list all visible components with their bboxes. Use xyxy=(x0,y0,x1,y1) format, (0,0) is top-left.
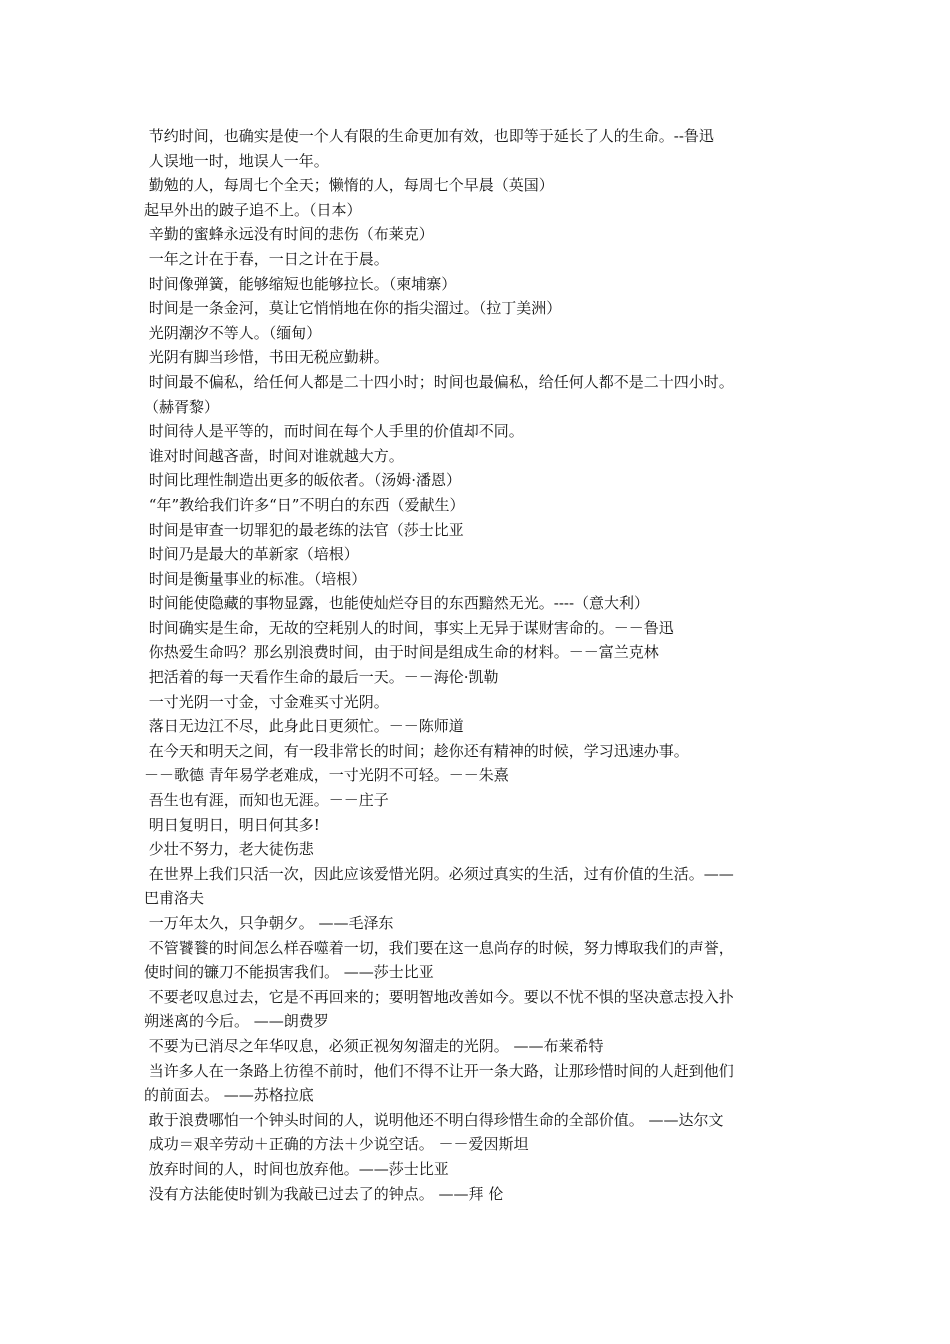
text-line: 明日复明日，明日何其多! xyxy=(144,815,320,834)
text-line: 时间是衡量事业的标准。（培根） xyxy=(144,569,367,588)
text-line: 一年之计在于春，一日之计在于晨。 xyxy=(144,249,389,268)
text-line: 光阴有脚当珍惜，书田无税应勤耕。 xyxy=(144,348,389,367)
text-line: 时间待人是平等的，而时间在每个人手里的价值却不同。 xyxy=(144,422,524,441)
text-line: 少壮不努力，老大徒伤悲 xyxy=(144,840,314,859)
text-line: 时间乃是最大的革新家（培根） xyxy=(144,545,359,564)
text-line: 使时间的镰刀不能损害我们。 ——莎士比亚 xyxy=(144,963,434,982)
text-line: （赫胥黎） xyxy=(144,397,220,416)
text-line: 不要为已消尽之年华叹息，必须正视匆匆溜走的光阴。 ——布莱希特 xyxy=(144,1036,604,1055)
text-line: 在今天和明天之间，有一段非常长的时间；趁你还有精神的时候，学习迅速办事。 xyxy=(144,741,689,760)
text-line: 在世界上我们只活一次，因此应该爱惜光阴。必须过真实的生活，过有价值的生活。—— xyxy=(144,864,734,883)
text-line: 的前面去。 ——苏格拉底 xyxy=(144,1086,314,1105)
text-line: 巴甫洛夫 xyxy=(144,889,205,908)
text-line: 谁对时间越吝啬，时间对谁就越大方。 xyxy=(144,446,404,465)
text-line: 人误地一时，地误人一年。 xyxy=(144,151,329,170)
text-line: 光阴潮汐不等人。（缅甸） xyxy=(144,323,322,342)
text-line: 时间是一条金河，莫让它悄悄地在你的指尖溜过。（拉丁美洲） xyxy=(144,299,562,318)
quote-list xyxy=(144,124,810,1206)
text-line: 成功＝艰辛劳动＋正确的方法＋少说空话。 －－爱因斯坦 xyxy=(144,1135,529,1154)
text-line: 勤勉的人，每周七个全天；懒惰的人，每周七个早晨（英国） xyxy=(144,176,554,195)
text-line: 辛勤的蜜蜂永远没有时间的悲伤（布莱克） xyxy=(144,225,434,244)
text-line: 你热爱生命吗？那幺别浪费时间，由于时间是组成生命的材料。－－富兰克林 xyxy=(144,643,659,662)
text-line: “年”教给我们许多“日”不明白的东西（爱献生） xyxy=(144,495,465,514)
text-line: 时间确实是生命，无故的空耗别人的时间，事实上无异于谋财害命的。－－鲁迅 xyxy=(144,618,674,637)
text-line: 起早外出的跛子追不上。（日本） xyxy=(144,200,362,219)
text-line: 时间能使隐藏的事物显露，也能使灿烂夺目的东西黯然无光。----（意大利） xyxy=(144,594,650,613)
text-line: 敢于浪费哪怕一个钟头时间的人，说明他还不明白得珍惜生命的全部价值。 ——达尔文 xyxy=(144,1110,724,1129)
text-line: 落日无边江不尽，此身此日更须忙。－－陈师道 xyxy=(144,717,464,736)
text-line: 不要老叹息过去，它是不再回来的；要明智地改善如今。要以不忧不惧的坚决意志投入扑 xyxy=(144,987,734,1006)
text-line: 当许多人在一条路上彷徨不前时，他们不得不让开一条大路，让那珍惜时间的人赶到他们 xyxy=(144,1061,734,1080)
text-line: 吾生也有涯，而知也无涯。－－庄子 xyxy=(144,791,389,810)
text-line: 节约时间，也确实是使一个人有限的生命更加有效，也即等于延长了人的生命。--鲁迅 xyxy=(144,127,714,145)
text-line: 时间像弹簧，能够缩短也能够拉长。（柬埔寨） xyxy=(144,274,457,293)
text-line: 放弃时间的人，时间也放弃他。——莎士比亚 xyxy=(144,1159,449,1178)
text-line: 把活着的每一天看作生命的最后一天。－－海伦·凯勒 xyxy=(144,668,499,687)
text-line: 一万年太久，只争朝夕。 ——毛泽东 xyxy=(144,914,394,932)
text-line: 时间比理性制造出更多的皈依者。（汤姆·潘恩） xyxy=(144,471,462,490)
text-line: 一寸光阴一寸金，寸金难买寸光阴。 xyxy=(144,692,389,711)
text-line: 时间最不偏私，给任何人都是二十四小时；时间也最偏私，给任何人都不是二十四小时。 xyxy=(144,372,734,391)
text-line: 没有方法能使时钏为我敲已过去了的钟点。 ——拜 伦 xyxy=(144,1184,504,1203)
text-line: 时间是审查一切罪犯的最老练的法官（莎士比亚 xyxy=(144,520,464,539)
text-line: 不管饕餮的时间怎么样吞噬着一切，我们要在这一息尚存的时候，努力博取我们的声誉， xyxy=(144,938,734,957)
text-line: －－歌德 青年易学老难成，一寸光阴不可轻。－－朱熹 xyxy=(144,766,509,785)
text-line: 朔迷离的今后。 ——朗费罗 xyxy=(144,1012,329,1031)
